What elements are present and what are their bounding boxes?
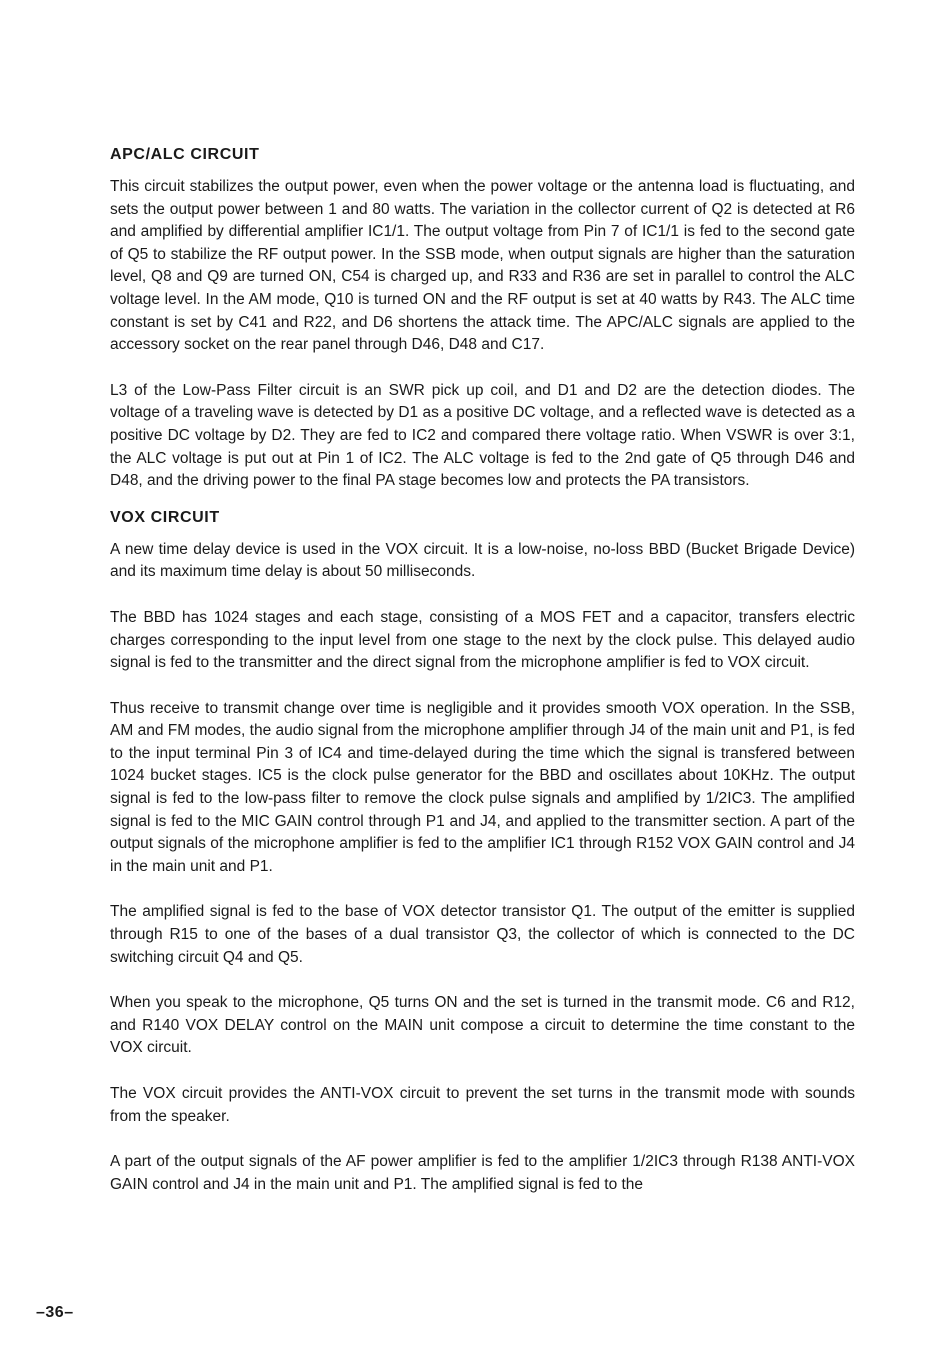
document-body <box>110 144 855 1219</box>
paragraph: A new time delay device is used in the VOX circuit. It is a low-noise, no-loss BBD (Bucket Brigade Device) and its maximum time delay is about 50 milliseconds. <box>110 540 855 581</box>
paragraph: A part of the output signals of the AF power amplifier is fed to the amplifier 1/2IC3 through R138 ANTI-VOX GAIN control and J4 in the main unit and P1. The amplified signal is fed to the <box>110 1153 855 1193</box>
paragraph: The BBD has 1024 stages and each stage, consisting of a MOS FET and a capacitor, transfers electric charges corresponding to the input level from one stage to the next by the clock pulse. This delayed audio signal is fed to the transmitter and the direct signal from the microphone amplifier is fed to VOX circuit. <box>110 608 855 672</box>
section-heading-apc-alc: APC/ALC CIRCUIT <box>110 146 260 163</box>
paragraph: When you speak to the microphone, Q5 turns ON and the set is turned in the transmit mode. C6 and R12, and R140 VOX DELAY control on the MAIN unit compose a circuit to determine the time constant to the VOX circuit. <box>110 994 855 1057</box>
paragraph: Thus receive to transmit change over time is negligible and it provides smooth VOX operation. In the SSB, AM and FM modes, the audio signal from the microphone amplifier through J4 of the main unit and P1, is fed to the input terminal Pin 3 of IC4 and time-delayed during the time which the signal is transfered between 1024 bucket stages. IC5 is the clock pulse generator for the BBD and oscillates about 10KHz. The output signal is fed to the low-pass filter to remove the clock pulse signals and amplified by 1/2IC3. The amplified signal is fed to the MIC GAIN control through P1 and J4, and applied to the transmitter section. A part of the output signals of the microphone amplifier is fed to the amplifier IC1 through R152 VOX GAIN control and J4 in the main unit and P1. <box>110 699 855 875</box>
paragraph: This circuit stabilizes the output power, even when the power voltage or the antenna load is fluctuating, and sets the output power between 1 and 80 watts. The variation in the collector current of Q2 is detected at R6 and amplified by differential amplifier IC1/1. The output voltage from Pin 7 of IC1/1 is fed to the second gate of Q5 to stabilize the RF output power. In the SSB mode, when output signals are higher than the saturation level, Q8 and Q9 are turned ON, C54 is charged up, and R33 and R36 are set in parallel to control the ALC voltage level. In the AM mode, Q10 is turned ON and the RF output is set at 40 watts by R43. The ALC time constant is set by C41 and R22, and D6 shortens the attack time. The APC/ALC signals are applied to the accessory socket on the rear panel through D46, D48 and C17. <box>110 178 855 354</box>
paragraph: The VOX circuit provides the ANTI-VOX circuit to prevent the set turns in the transmit mode with sounds from the speaker. <box>110 1085 855 1125</box>
page-number: –36– <box>36 1304 74 1321</box>
section-heading-vox: VOX CIRCUIT <box>110 508 220 526</box>
paragraph: The amplified signal is fed to the base of VOX detector transistor Q1. The output of the emitter is supplied through R15 to one of the bases of a dual transistor Q3, the collector of which is connected to the DC switching circuit Q4 and Q5. <box>110 903 855 966</box>
paragraph: L3 of the Low-Pass Filter circuit is an SWR pick up coil, and D1 and D2 are the detection diodes. The voltage of a traveling wave is detected by D1 as a positive DC voltage, and a reflected wave is detected as a positive DC voltage by D2. They are fed to IC2 and compared there voltage ratio. When VSWR is over 3:1, the ALC voltage is put out at Pin 1 of IC2. The ALC voltage is fed to the 2nd gate of Q5 through D46 and D48, and the driving power to the final PA stage becomes low and protects the PA transistors. <box>110 381 855 490</box>
